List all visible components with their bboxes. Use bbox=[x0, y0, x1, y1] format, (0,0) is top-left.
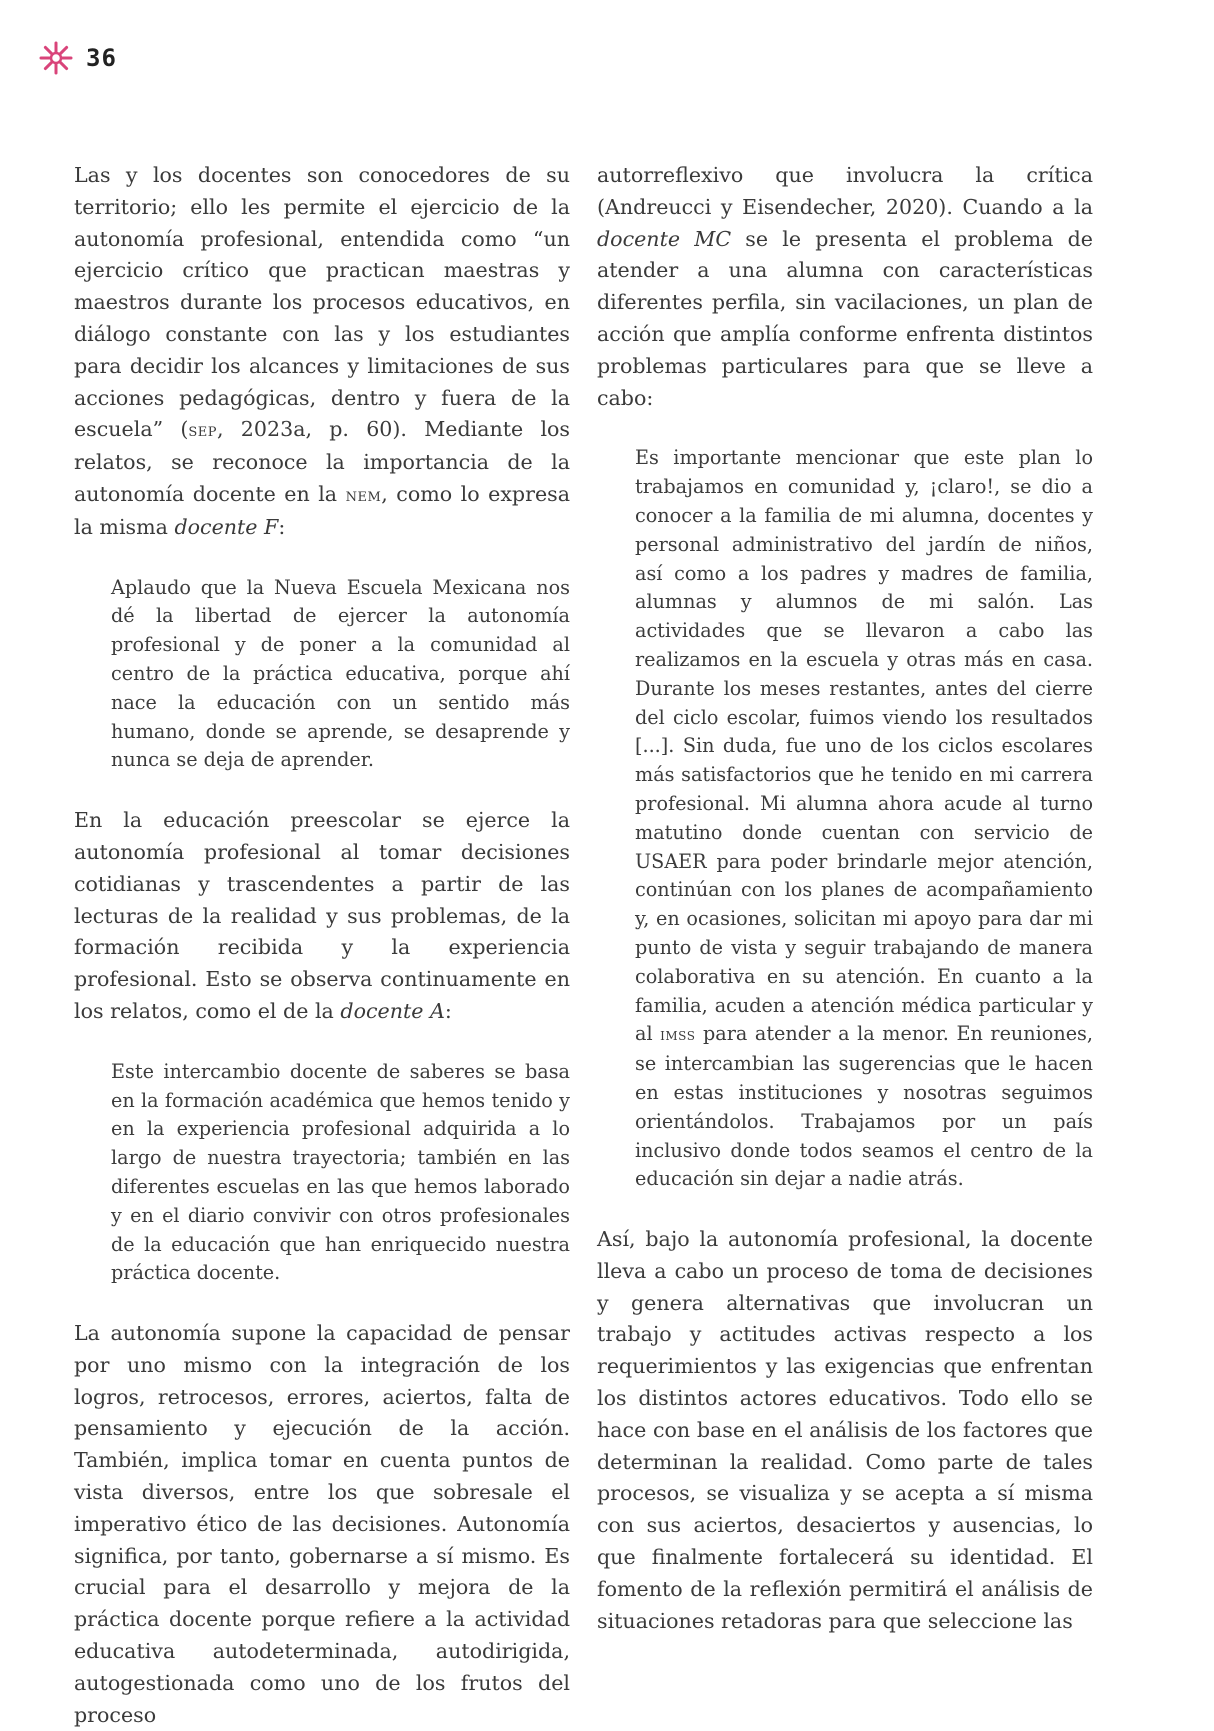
body-paragraph: Las y los docentes son conocedores de su territorio; ello les permite el ejercicio de la autonomía profesional, entendida como “un ejercicio crítico que practican maestras y maestros durante los procesos educativos, en diálogo constante con las y los estudiantes para decidir los alcances y limitaciones de sus acciones pedagógicas, dentro y fuera de la escuela” (sep, 2023a, p. 60). Mediante los relatos, se reconoce la importancia de la autonomía docente en la nem, como lo expresa la misma docente F: bbox=[74, 163, 571, 539]
body-paragraph: autorreflexivo que involucra la crítica (Andreucci y Eisendecher, 2020). Cuando a la docente MC se le presenta el problema de atender a una alumna con características diferentes perfila, sin vacilaciones, un plan de acción que amplía conforme enfrenta distintos problemas particulares para que se lleve a cabo: bbox=[597, 163, 1093, 410]
body-paragraph: Así, bajo la autonomía profesional, la docente lleva a cabo un proceso de toma de decisiones y genera alternativas que involucran un trabajo y actitudes activas respecto a los requerimientos y las exigencias que enfrentan los distintos actores educativos. Todo ello se hace con base en el análisis de los factores que determinan la realidad. Como parte de tales procesos, se visualiza y se acepta a sí misma con sus aciertos, desaciertos y ausencias, lo que finalmente fortalecerá su identidad. El fomento de la reflexión permitirá el análisis de situaciones retadoras para que seleccione las bbox=[597, 1227, 1093, 1633]
right-column bbox=[597, 160, 1093, 1637]
asterisk-flower-icon bbox=[38, 40, 74, 76]
body-paragraph: En la educación preescolar se ejerce la autonomía profesional al tomar decisiones cotidianas y trascendentes a partir de las lecturas de la realidad y sus problemas, de la formación recibida y la experiencia profesional. Esto se observa continuamente en los relatos, como el de la docente A: bbox=[74, 808, 570, 1023]
body-paragraph: La autonomía supone la capacidad de pensar por uno mismo con la integración de los logros, retrocesos, errores, aciertos, falta de pensamiento y ejecución de la acción. También, implica tomar en cuenta puntos de vista diversos, entre los que sobresale el imperativo ético de las decisiones. Autonomía significa, por tanto, gobernarse a sí mismo. Es crucial para el desarrollo y mejora de la práctica docente porque refiere a la actividad educativa autodeterminada, autodirigida, autogestionada como uno de los frutos del proceso bbox=[74, 1321, 570, 1727]
page-number: 36 bbox=[86, 44, 117, 72]
left-column bbox=[74, 160, 570, 1731]
page-header bbox=[38, 38, 117, 78]
block-quote: Aplaudo que la Nueva Escuela Mexicana nos dé la libertad de ejercer la autonomía profesional y de poner a la comunidad al centro de la práctica educativa, porque ahí nace la educación con un sentido más humano, donde se aprende, se desaprende y nunca se deja de aprender. bbox=[111, 575, 570, 772]
block-quote: Este intercambio docente de saberes se basa en la formación académica que hemos tenido y en la experiencia profesional adquirida a lo largo de nuestra trayectoria; también en las diferentes escuelas en las que hemos laborado y en el diario convivir con otros profesionales de la educación que han enriquecido nuestra práctica docente. bbox=[111, 1059, 570, 1285]
block-quote: Es importante mencionar que este plan lo trabajamos en comunidad y, ¡claro!, se dio a conocer a la familia de mi alumna, docentes y personal administrativo del jardín de niños, así como a los padres y madres de familia, alumnas y alumnos de mi salón. Las actividades que se llevaron a cabo las realizamos en la escuela y otras más en casa. Durante los meses restantes, antes del cierre del ciclo escolar, fuimos viendo los resultados [...]. Sin duda, fue uno de los ciclos escolares más satisfactorios que he tenido en mi carrera profesional. Mi alumna ahora acude al turno matutino donde cuentan con servicio de USAER para poder brindarle mejor atención, continúan con los planes de acompañamiento y, en ocasiones, solicitan mi apoyo para dar mi punto de vista y seguir trabajando de manera colaborativa en su atención. En cuanto a la familia, acuden a atención médica particular y al imss para atender a la menor. En reuniones, se intercambian las sugerencias que le hacen en estas instituciones y nosotras seguimos orientándolos. Trabajamos por un país inclusivo donde todos seamos el centro de la educación sin dejar a nadie atrás. bbox=[635, 446, 1093, 1191]
